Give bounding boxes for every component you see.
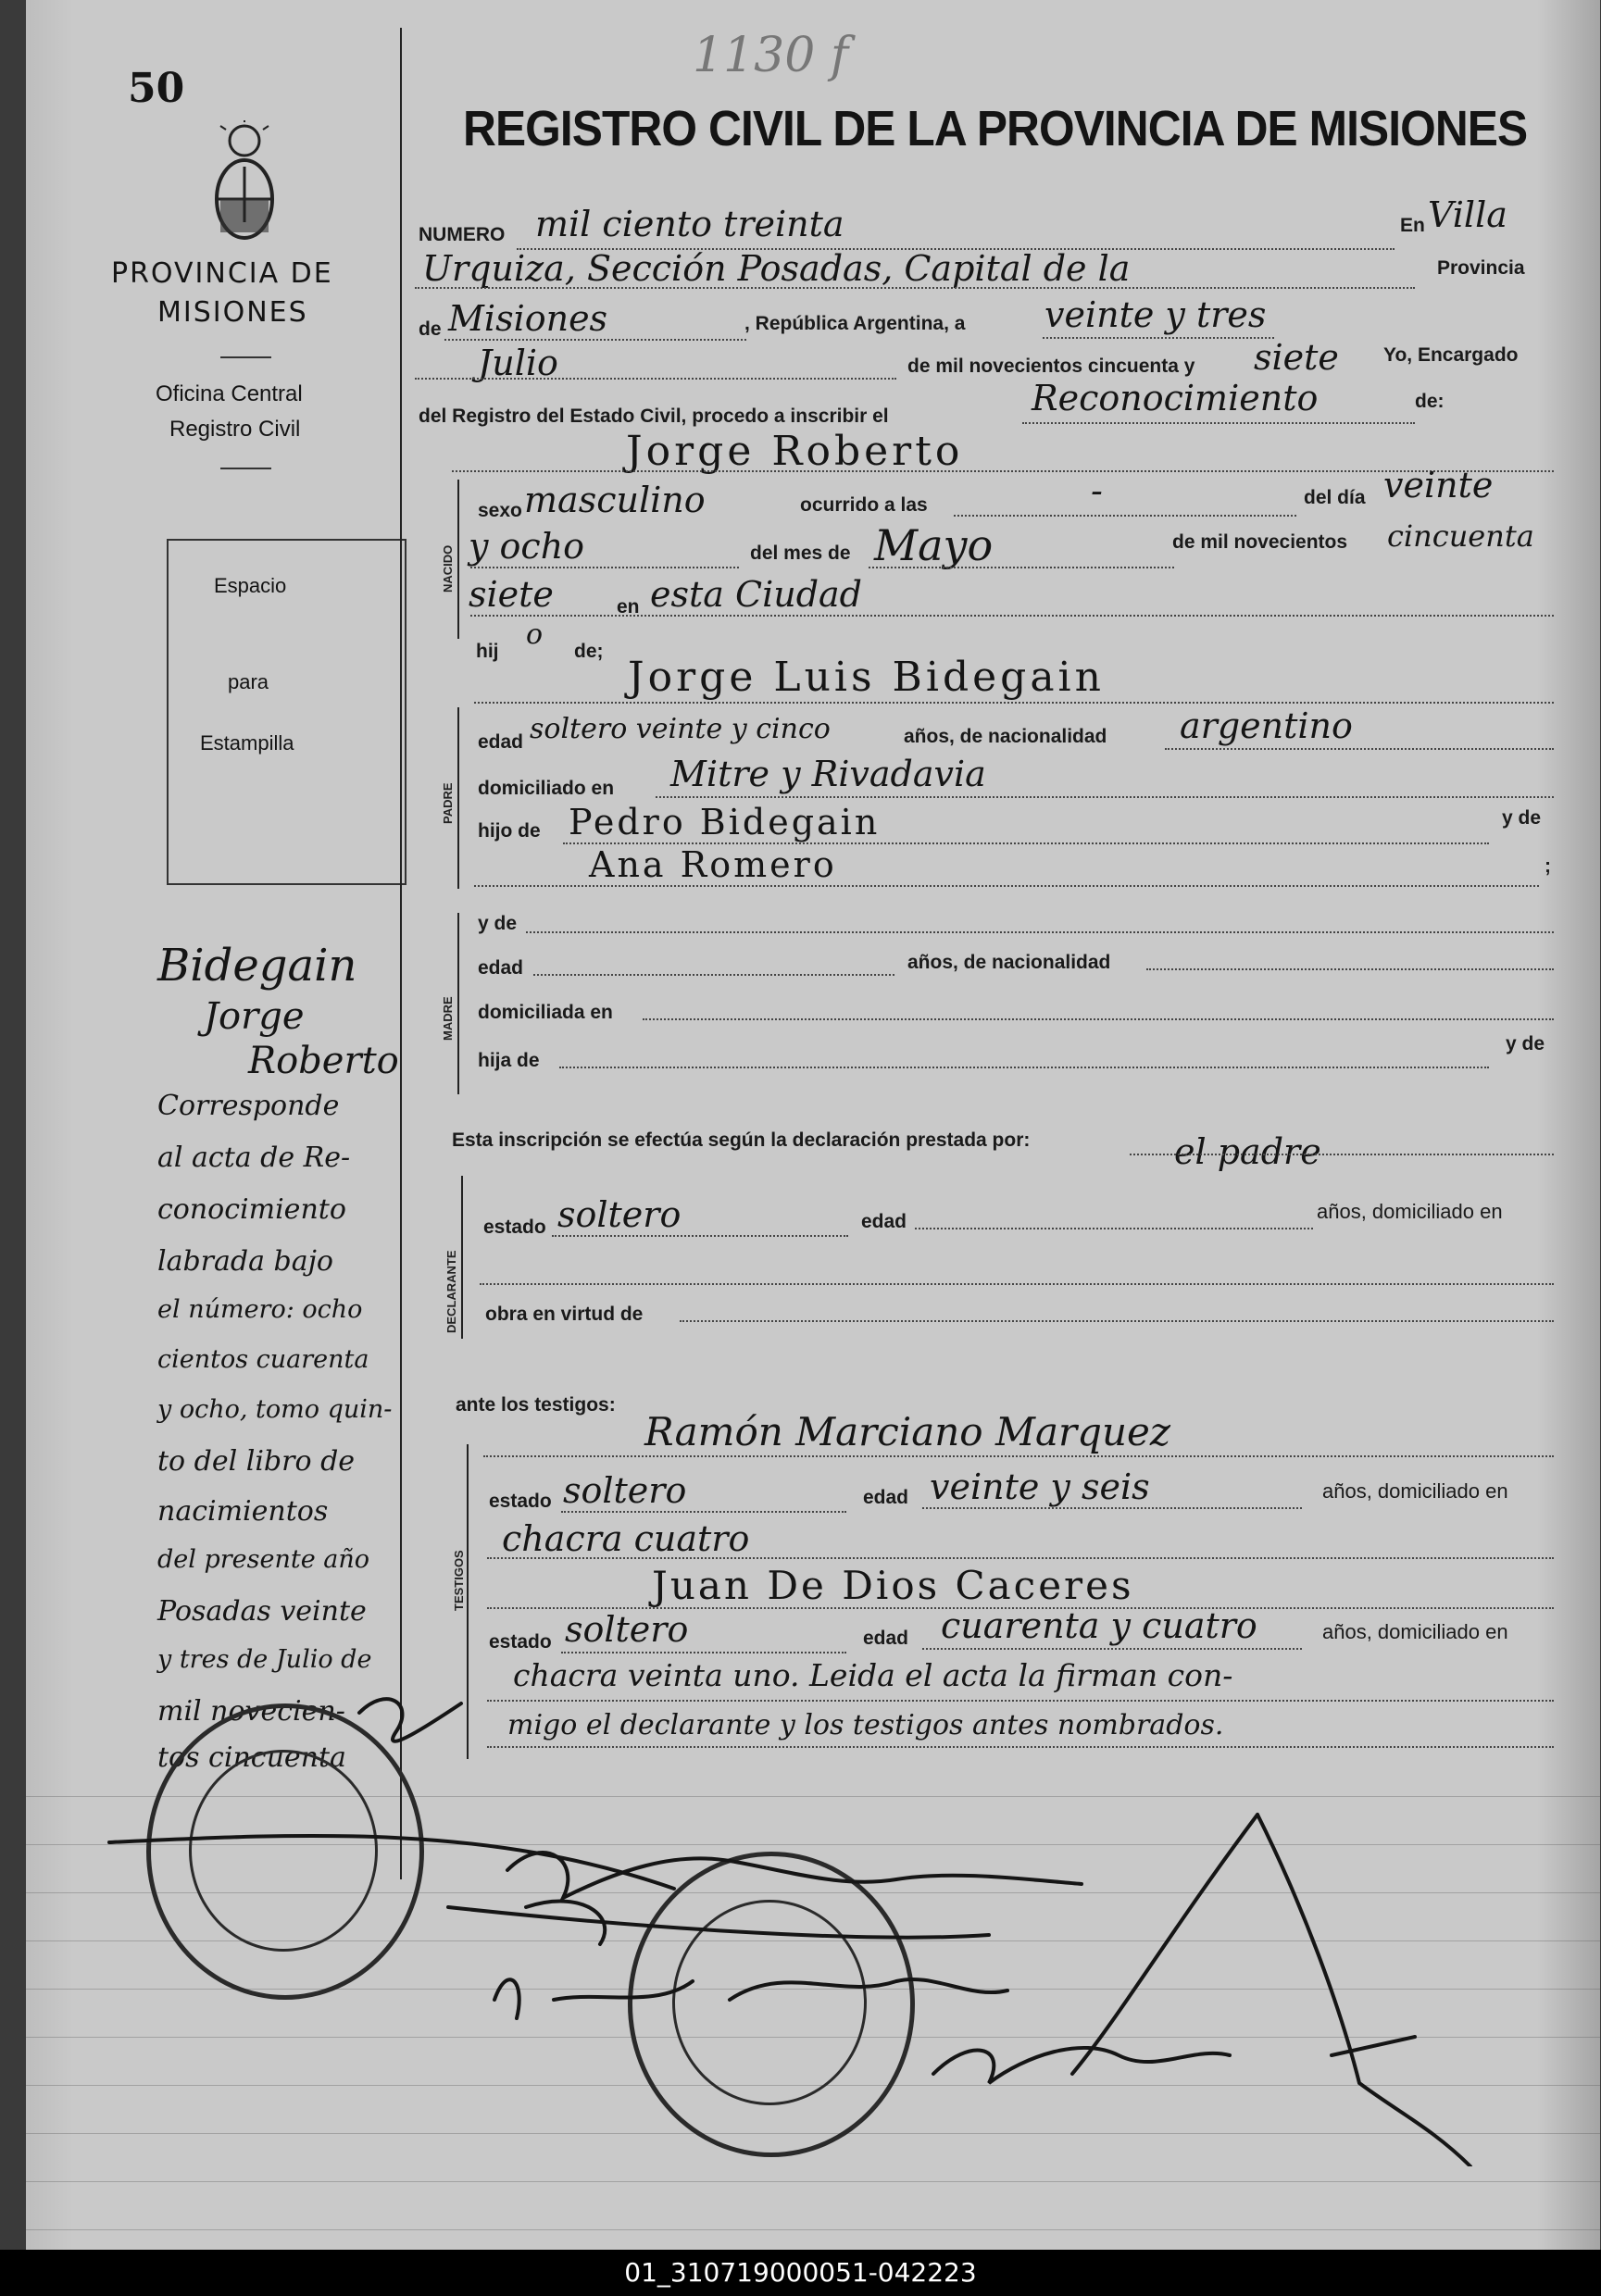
padre-padre-value: Pedro Bidegain: [569, 802, 881, 842]
nacido-label: NACIDO: [441, 544, 455, 593]
dotted-line: [922, 1507, 1302, 1509]
margin-note-line: Bidegain: [157, 940, 357, 992]
margin-note-line: tos cincuenta: [157, 1741, 346, 1774]
padre-edad-label: edad: [478, 731, 524, 753]
margin-note-line: del presente año: [157, 1545, 370, 1574]
dotted-line: [869, 567, 1174, 568]
testigo1-estado: soltero: [563, 1470, 687, 1511]
margin-note-line: mil novecien-: [157, 1695, 345, 1728]
dotted-line: [552, 1235, 848, 1237]
declarante-label: DECLARANTE: [444, 1250, 458, 1333]
year-value: siete: [1254, 337, 1339, 378]
testigo1-edad-label: edad: [863, 1487, 909, 1508]
provincia-label: Provincia: [1437, 257, 1525, 279]
dia-value: veinte: [1383, 465, 1494, 505]
numero-label: NUMERO: [419, 224, 506, 245]
padre-domicilio-value: Mitre y Rivadavia: [670, 754, 986, 794]
dotted-line: [474, 885, 1539, 887]
sidebar-office-line2: Registro Civil: [169, 417, 301, 442]
dotted-line: [533, 974, 894, 976]
stamp-label-2: para: [228, 670, 269, 693]
sidebar-province-line1: PROVINCIA DE: [111, 257, 333, 290]
dotted-line: [1130, 1154, 1554, 1155]
ruled-line: [26, 2229, 1600, 2230]
margin-note-line: nacimientos: [157, 1495, 329, 1528]
margin-note-line: y tres de Julio de: [157, 1645, 372, 1674]
closing-text: migo el declarante y los testigos antes nombrados.: [507, 1709, 1224, 1741]
dotted-line: [954, 515, 1296, 517]
sidebar-province-line2: MISIONES: [157, 296, 308, 329]
padre-bracket: [457, 707, 459, 889]
margin-note-line: al acta de Re-: [157, 1142, 351, 1174]
declarante-bracket: [461, 1176, 463, 1339]
declaracion-label: Esta inscripción se efectúa según la declaración prestada por:: [452, 1129, 1031, 1151]
madre-anios-label: años, de nacionalidad: [907, 952, 1111, 973]
declarante-anios-label: años, domiciliado en: [1317, 1200, 1503, 1223]
mes-value: Mayo: [874, 520, 994, 570]
margin-note-line: to del libro de: [157, 1445, 356, 1478]
page-title: REGISTRO CIVIL DE LA PROVINCIA DE MISIONES: [463, 101, 1528, 156]
dotted-line: [470, 567, 739, 568]
numero-value: mil ciento treinta: [535, 204, 844, 244]
padre-madre-value: Ana Romero: [589, 844, 837, 885]
dia-value-2: y ocho: [469, 526, 585, 567]
document-page: [26, 0, 1600, 2250]
dotted-line: [656, 796, 1554, 798]
testigo2-domicilio: chacra veinta uno. Leida el acta la firman con-: [513, 1657, 1233, 1693]
margin-note-line: el número: ocho: [157, 1295, 363, 1324]
hijo-label: hij: [476, 641, 499, 662]
margin-note-line: Jorge: [204, 995, 305, 1038]
padre-domicilio-label: domiciliado en: [478, 778, 615, 799]
dotted-line: [487, 1557, 1554, 1559]
anio-value-2: siete: [469, 574, 554, 615]
madre-y-de-label: y de: [478, 913, 518, 934]
declarante-estado-label: estado: [483, 1217, 546, 1238]
stamp-label-1: Espacio: [214, 574, 287, 597]
pencil-note: 1130 f: [693, 28, 849, 83]
sidebar-divider: [220, 356, 271, 358]
padre-nacionalidad-value: argentino: [1180, 705, 1353, 746]
declarante-estado-value: soltero: [557, 1194, 682, 1235]
signatures-icon: [26, 1648, 1600, 2166]
month-value: Julio: [478, 343, 558, 383]
sexo-value: masculino: [524, 480, 706, 520]
dotted-line: [559, 1067, 1489, 1068]
main-vertical-rule: [400, 28, 402, 1879]
lugar-value: esta Ciudad: [650, 574, 863, 615]
testigo2-estado: soltero: [565, 1609, 689, 1650]
testigo2-edad-label: edad: [863, 1628, 909, 1649]
dotted-line: [474, 702, 1554, 704]
del-dia-label: del día: [1304, 487, 1366, 508]
padre-y-de-label: y de: [1502, 807, 1542, 829]
madre-domicilio-label: domiciliada en: [478, 1002, 613, 1023]
margin-note-line: cientos cuarenta: [157, 1345, 369, 1374]
margin-note-line: Corresponde: [157, 1090, 340, 1122]
margin-note-line: Roberto: [248, 1040, 399, 1082]
hijo-suffix: o: [526, 618, 544, 651]
dotted-line: [1022, 422, 1415, 424]
testigos-label: ante los testigos:: [456, 1394, 616, 1416]
footer-file-id: 01_310719000051-042223: [0, 2250, 1601, 2296]
padre-semicolon: ;: [1545, 855, 1551, 877]
dotted-line: [483, 1455, 1554, 1457]
testigo1-anios-label: años, domiciliado en: [1322, 1479, 1508, 1503]
declarante-edad-label: edad: [861, 1211, 907, 1232]
registro-label: del Registro del Estado Civil, procedo a inscribir el: [419, 406, 889, 427]
hijo-de-label: de;: [574, 641, 604, 662]
novecientos-label: de mil novecientos: [1172, 531, 1348, 553]
anio-value: cincuenta: [1387, 518, 1534, 554]
padre-anios-label: años, de nacionalidad: [904, 726, 1107, 747]
stamp-space-box: [167, 539, 407, 885]
de-label: de: [419, 318, 442, 340]
dotted-line: [470, 615, 1554, 617]
dotted-line: [415, 378, 896, 380]
testigos-section-label: TESTIGOS: [452, 1550, 466, 1611]
madre-hija-de-label: hija de: [478, 1050, 540, 1071]
padre-hijo-de-label: hijo de: [478, 820, 541, 842]
testigo1-domicilio: chacra cuatro: [502, 1518, 750, 1559]
dotted-line: [1043, 337, 1274, 339]
dotted-line: [480, 1283, 1554, 1285]
encargado-label: Yo, Encargado: [1383, 344, 1519, 366]
testigo2-edad: cuarenta y cuatro: [941, 1605, 1257, 1646]
ruled-line: [26, 2181, 1600, 2182]
madre-label: MADRE: [441, 996, 455, 1041]
madre-edad-label: edad: [478, 957, 524, 979]
de2-label: de:: [1415, 391, 1445, 412]
sidebar-divider: [220, 468, 271, 469]
ocurrido-label: ocurrido a las: [800, 494, 928, 516]
stamp-label-3: Estampilla: [200, 731, 294, 755]
coat-of-arms-icon: [207, 120, 281, 250]
inscribed-name: Jorge Roberto: [626, 428, 964, 475]
testigo1-edad: veinte y seis: [930, 1466, 1150, 1507]
dotted-line: [415, 287, 1415, 289]
padre-name: Jorge Luis Bidegain: [628, 654, 1105, 701]
en-lugar-label: en: [617, 596, 640, 618]
en-label: En: [1400, 215, 1425, 236]
dotted-line: [643, 1018, 1554, 1020]
testigo1-estado-label: estado: [489, 1491, 552, 1512]
dotted-line: [1165, 748, 1554, 750]
year-label: de mil novecientos cincuenta y: [907, 356, 1195, 377]
testigo2-anios-label: años, domiciliado en: [1322, 1620, 1508, 1643]
sexo-label: sexo: [478, 500, 522, 521]
en-value: Villa: [1428, 194, 1507, 235]
margin-note-line: conocimiento: [157, 1193, 346, 1226]
mes-label: del mes de: [750, 543, 851, 564]
madre-y-de2-label: y de: [1506, 1033, 1545, 1054]
dotted-line: [915, 1228, 1313, 1229]
nacido-bracket: [457, 480, 459, 639]
padre-label: PADRE: [441, 782, 455, 824]
dotted-line: [1146, 968, 1554, 970]
madre-bracket: [457, 913, 459, 1094]
obra-label: obra en virtud de: [485, 1304, 644, 1325]
place-value: Urquiza, Sección Posadas, Capital de la: [422, 248, 1131, 289]
acto-value: Reconocimiento: [1032, 378, 1319, 418]
dotted-line: [444, 339, 746, 341]
padre-edad-value: soltero veinte y cinco: [530, 713, 831, 745]
republica-label: , República Argentina, a: [744, 313, 966, 334]
dotted-line: [526, 931, 1554, 933]
sidebar-office-line1: Oficina Central: [156, 381, 303, 406]
margin-note-line: labrada bajo: [157, 1245, 333, 1278]
dotted-line: [561, 1511, 846, 1513]
declarante-por-value: el padre: [1174, 1131, 1321, 1172]
margin-note-line: y ocho, tomo quin-: [157, 1395, 393, 1424]
province-value: Misiones: [448, 298, 608, 339]
dotted-line: [680, 1320, 1554, 1322]
testigo1-name: Ramón Marciano Marquez: [644, 1409, 1170, 1454]
day-value: veinte y tres: [1044, 294, 1267, 335]
page-number: 50: [128, 65, 185, 112]
testigo2-name: Juan De Dios Caceres: [652, 1563, 1134, 1608]
hora-value: -: [1091, 470, 1103, 511]
margin-note-line: Posadas veinte: [157, 1595, 367, 1628]
testigo2-estado-label: estado: [489, 1631, 552, 1653]
